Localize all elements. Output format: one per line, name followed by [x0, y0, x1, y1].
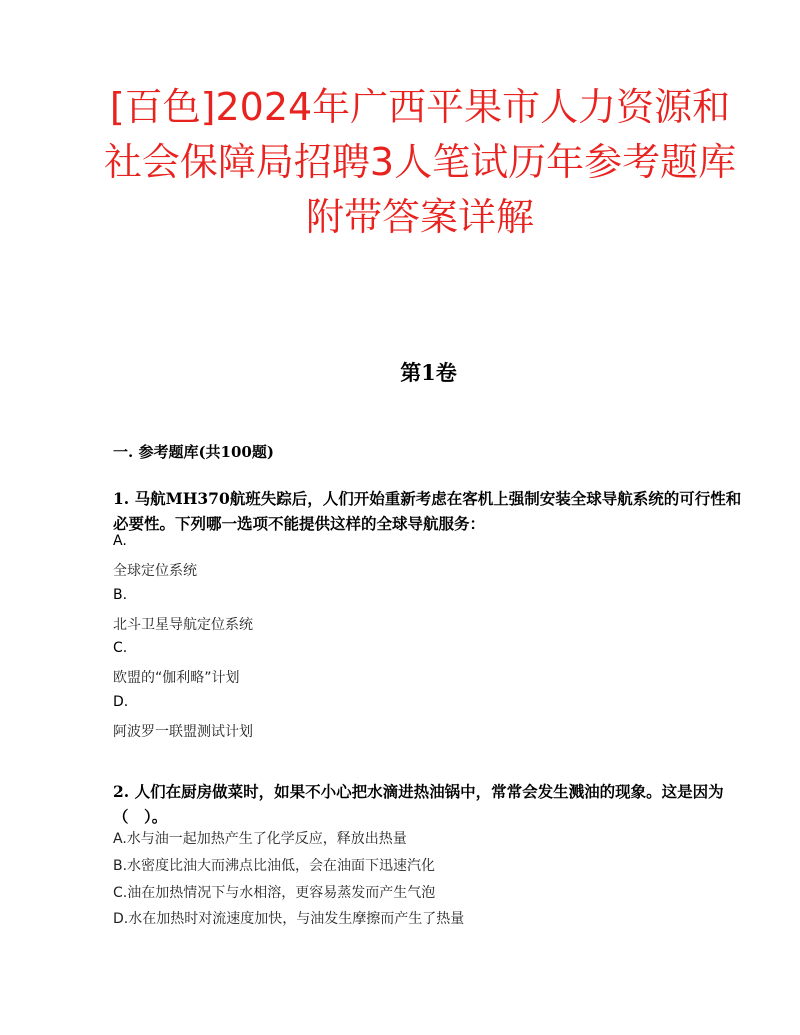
q1-option-d-letter: D.: [113, 694, 129, 710]
volume-heading: 第1卷: [400, 360, 457, 385]
document-title: [百色]2024年广西平果市人力资源和社会保障局招聘3人笔试历年参考题库附带答案详解: [103, 85, 737, 239]
q2-option-a: A.水与油一起加热产生了化学反应，释放出热量: [113, 831, 407, 847]
q1-option-c-letter: C.: [113, 640, 128, 656]
q1-option-b-text: 北斗卫星导航定位系统: [113, 617, 253, 633]
q1-option-b-letter: B.: [113, 587, 128, 603]
question-1-text: 1. 马航MH370航班失踪后，人们开始重新考虑在客机上强制安装全球导航系统的可行性和必要性。下列哪一选项不能提供这样的全球导航服务：: [113, 489, 742, 533]
q1-option-c-text: 欧盟的“伽利略”计划: [113, 670, 240, 686]
question-2-text: 2. 人们在厨房做菜时，如果不小心把水滴进热油锅中，常常会发生溅油的现象。这是因为（ ）。: [113, 782, 724, 826]
q2-option-d: D.水在加热时对流速度加快，与油发生摩擦而产生了热量: [113, 911, 465, 927]
q2-option-c: C.油在加热情况下与水相溶，更容易蒸发而产生气泡: [113, 885, 436, 901]
q1-option-a-text: 全球定位系统: [113, 563, 197, 579]
q1-option-a-letter: A.: [113, 533, 127, 549]
section-heading: 一. 参考题库(共100题): [113, 443, 274, 461]
q2-option-b: B.水密度比油大而沸点比油低，会在油面下迅速汽化: [113, 858, 436, 874]
q1-option-d-text: 阿波罗一联盟测试计划: [113, 724, 253, 740]
